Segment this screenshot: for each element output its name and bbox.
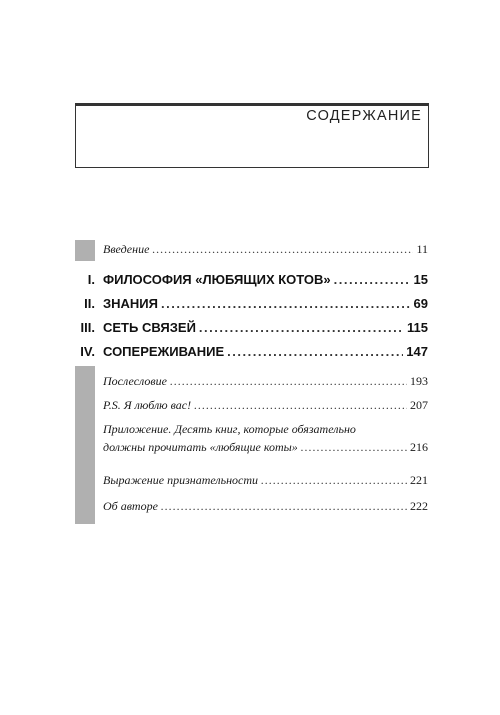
toc-entry-label: Об авторе (103, 499, 158, 513)
leader-dots (199, 320, 404, 335)
toc-entry-ps[interactable] (103, 398, 428, 413)
toc-entry-afterword[interactable] (103, 374, 428, 389)
toc-entry-label: P.S. Я люблю вас! (103, 398, 192, 412)
toc-entry-page: 115 (407, 320, 428, 335)
toc-entry-label: Послесловие (103, 374, 167, 388)
toc-entry-label: СЕТЬ СВЯЗЕЙ (103, 320, 196, 335)
leader-dots (161, 499, 407, 514)
leader-dots (152, 242, 413, 257)
leader-dots (261, 473, 407, 488)
toc-entry-label-line1: Приложение. Десять книг, которые обязательно (103, 422, 356, 436)
chapter-number: IV. (80, 344, 95, 359)
toc-entry-page: 193 (410, 374, 428, 388)
toc-entry-page: 221 (410, 473, 428, 487)
toc-entry-page: 147 (406, 344, 428, 359)
toc-entry-label: Выражение признательности (103, 473, 259, 487)
toc-entry-page: 222 (410, 499, 428, 513)
toc-entry-label: ФИЛОСОФИЯ «ЛЮБЯЩИХ КОТОВ» (103, 272, 331, 287)
toc-entry-label: СОПЕРЕЖИВАНИЕ (103, 344, 225, 359)
toc-entry-about-author[interactable] (103, 499, 428, 514)
leader-dots (194, 398, 407, 413)
gray-marker-bar-intro (75, 240, 95, 261)
toc-entry-page: 216 (410, 440, 428, 454)
toc-entry-chapter-3[interactable] (103, 320, 428, 335)
chapter-number: II. (84, 296, 95, 311)
chapter-number: I. (87, 272, 95, 287)
toc-title: СОДЕРЖАНИЕ (306, 108, 422, 124)
toc-entry-page: 69 (413, 296, 428, 311)
toc-entry-label: ЗНАНИЯ (103, 296, 158, 311)
toc-entry-chapter-4[interactable] (103, 344, 428, 359)
gray-marker-bar-back (75, 366, 95, 524)
leader-dots (301, 438, 407, 456)
toc-entry-intro[interactable] (103, 242, 428, 257)
leader-dots (334, 272, 411, 287)
chapter-number: III. (80, 320, 95, 335)
toc-entry-appendix[interactable] (103, 420, 428, 456)
toc-entry-page: 11 (416, 242, 428, 256)
toc-title-box (75, 103, 429, 168)
toc-entry-page: 15 (413, 272, 428, 287)
toc-entry-label: Введение (103, 242, 150, 256)
toc-entry-page: 207 (410, 398, 428, 412)
toc-entry-chapter-1[interactable] (103, 272, 428, 287)
leader-dots (161, 296, 411, 311)
toc-entry-label-line2: должны прочитать «любящие коты» (103, 440, 298, 454)
leader-dots (227, 344, 403, 359)
leader-dots (170, 374, 407, 389)
toc-entry-chapter-2[interactable] (103, 296, 428, 311)
toc-entry-acknowledgements[interactable] (103, 473, 428, 488)
